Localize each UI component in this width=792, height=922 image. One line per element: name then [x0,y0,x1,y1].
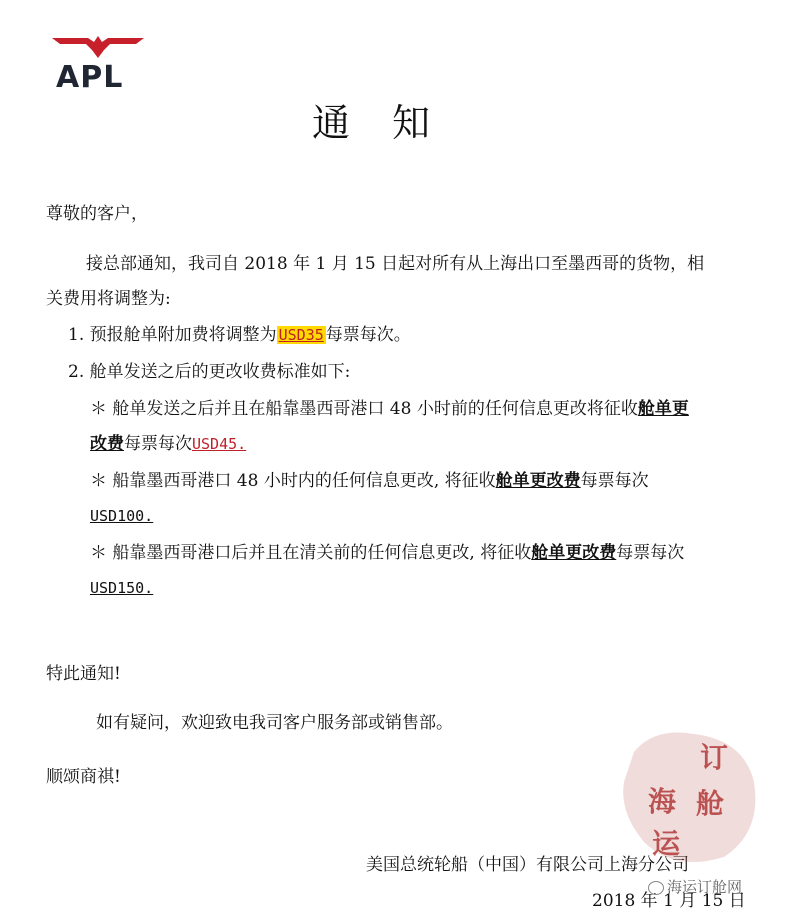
bullet-1-amount: USD45. [192,435,247,453]
notice: 特此通知! [46,664,121,684]
bullet-1-fee-part1: 舱单更 [637,399,689,419]
greeting: 尊敬的客户， [46,204,148,224]
stamp-seal-icon [614,722,764,872]
bullet-1-text: ＊ 舱单发送之后并且在船靠墨西哥港口 48 小时前的任何信息更改将征收 [90,399,638,419]
company-name: 美国总统轮船（中国）有限公司上海分公司 [366,855,689,875]
stamp-char-4: 运 [652,827,681,860]
wechat-icon [648,881,664,895]
bullet-3-fee: 舱单更改费 [531,543,617,563]
watermark-stamp [614,722,764,872]
item-2: 2. 舱单发送之后的更改收费标准如下: [68,362,351,382]
apl-logo [52,36,144,100]
bullet-3-amount: USD150. [90,579,154,597]
bullet-3-line-2 [90,576,153,600]
bullet-2-after: 每票每次 [580,471,649,491]
bullet-1-fee-part2: 改费 [90,434,124,454]
bullet-2-line-2 [90,504,153,528]
item-1-prefix: 1. 预报舱单附加费将调整为 [68,325,277,345]
bullet-2-fee: 舱单更改费 [495,471,581,491]
bullet-1-line-2 [90,432,246,456]
stamp-char-2: 舱 [696,787,725,820]
eagle-icon [52,36,144,60]
bullet-3-after: 每票每次 [616,543,685,563]
bullet-3-line-1 [90,541,684,565]
logo-text: APL [56,60,124,95]
stamp-char-1: 订 [700,741,729,774]
closing: 顺颂商祺! [46,767,121,787]
bullet-2-line-1 [90,469,649,493]
item-1-suffix: 每票每次。 [325,325,411,345]
contact-line: 如有疑问，欢迎致电我司客户服务部或销售部。 [96,713,453,733]
watermark-label: 海运订舱网 [667,878,743,896]
page-title: 通 知 [312,101,433,145]
date: 2018 年 1 月 15 日 [592,891,746,911]
intro-line-2: 关费用将调整为: [46,289,171,309]
bullet-1-line-1 [90,397,689,421]
item-1 [68,323,411,347]
watermark-text [648,876,742,897]
intro-line-1: 接总部通知，我司自 2018 年 1 月 15 日起对所有从上海出口至墨西哥的货物，相 [86,254,705,274]
bullet-2-text: ＊ 船靠墨西哥港口 48 小时内的任何信息更改, 将征收 [90,471,496,491]
bullet-2-amount: USD100. [90,507,154,525]
item-1-amount: USD35 [278,326,324,344]
bullet-1-mid: 每票每次 [124,434,192,454]
stamp-char-3: 海 [648,785,677,818]
bullet-3-text: ＊ 船靠墨西哥港口后并且在清关前的任何信息更改, 将征收 [90,543,532,563]
